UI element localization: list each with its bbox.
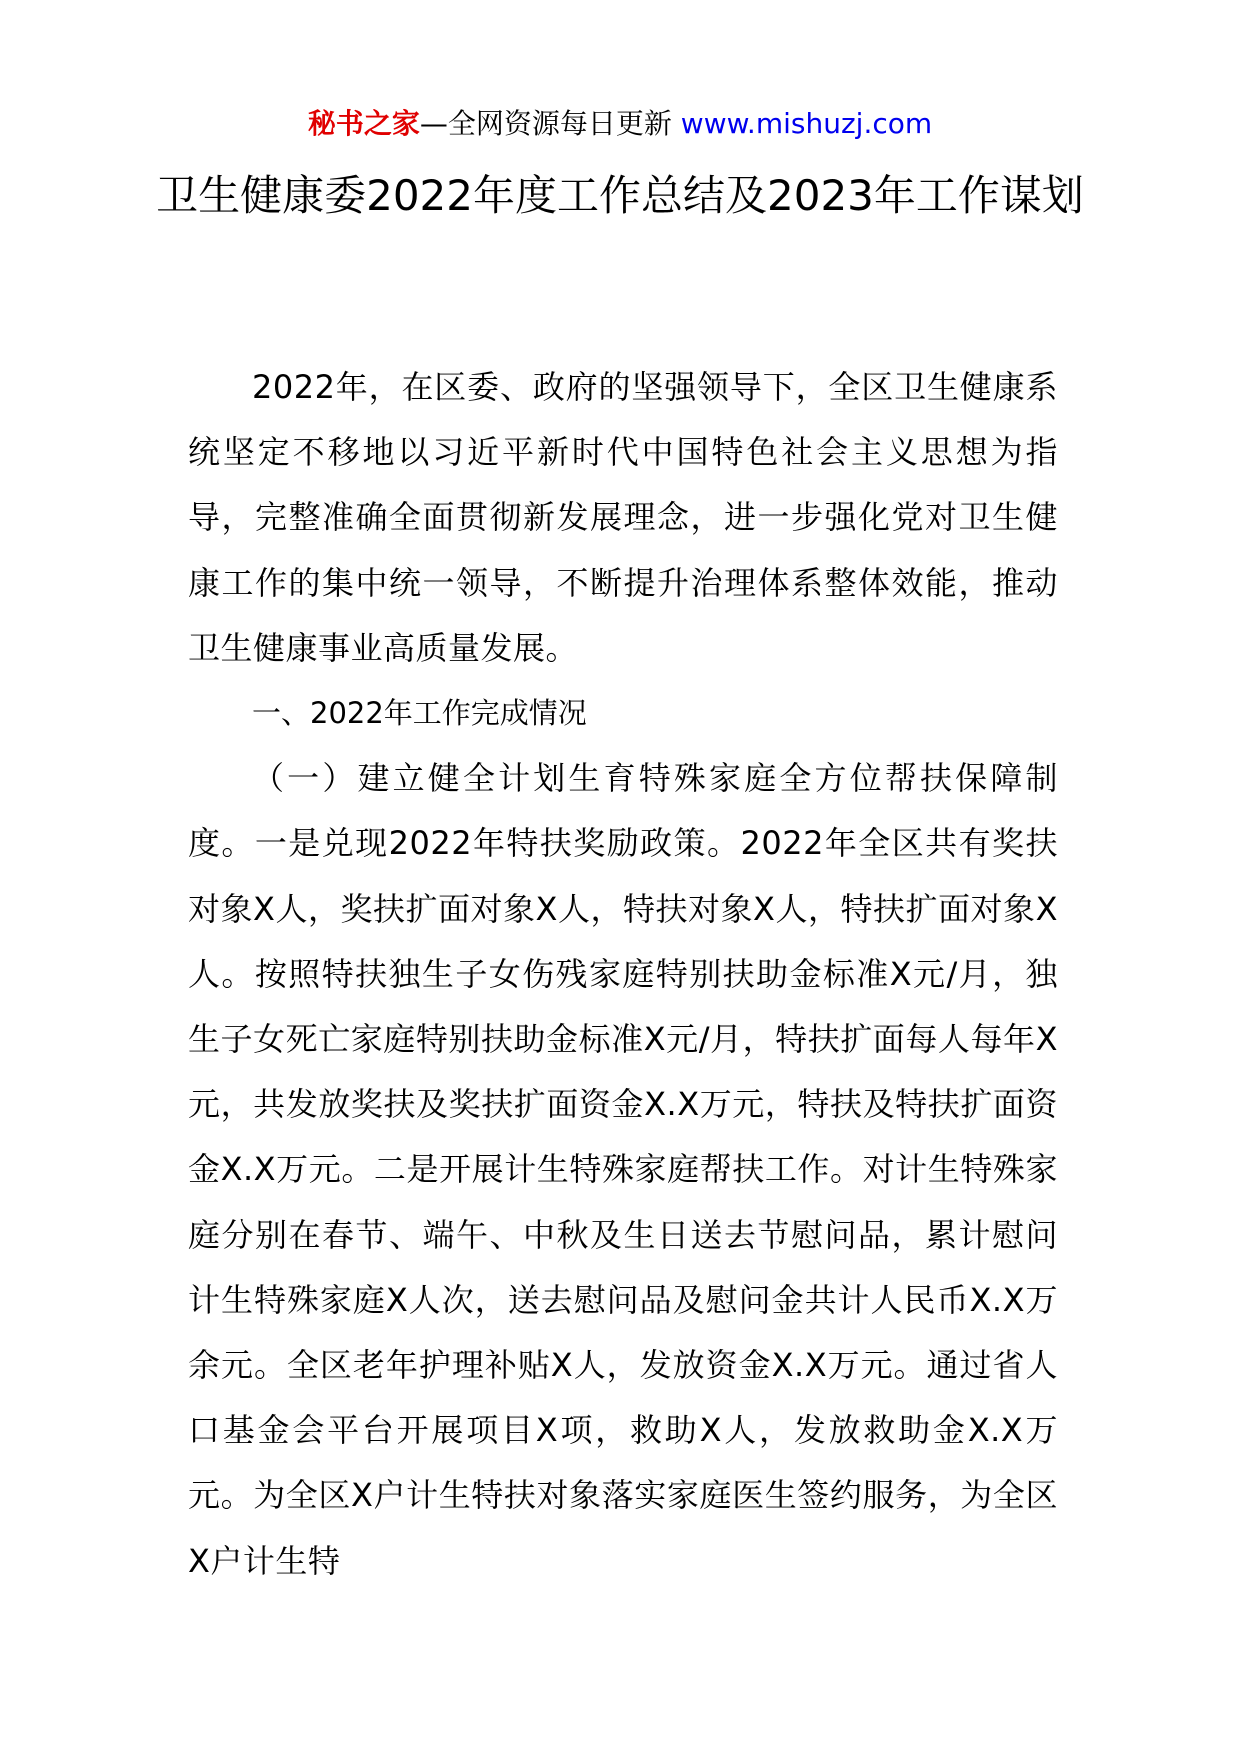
body-paragraph: （一）建立健全计划生育特殊家庭全方位帮扶保障制度。一是兑现2022年特扶奖励政策。2022年全区共有奖扶对象X人，奖扶扩面对象X人，特扶对象X人，特扶扩面对象X人。按照特扶独生子女伤残家庭特别扶助金标准X元/月，独生子女死亡家庭特别扶助金标准X元/月，特扶扩面每人每年X元，共发放奖扶及奖扶扩面资金X.X万元，特扶及特扶扩面资金X.X万元。二是开展计生特殊家庭帮扶工作。对计生特殊家庭分别在春节、端午、中秋及生日送去节慰问品，累计慰问计生特殊家庭X人次，送去慰问品及慰问金共计人民币X.X万余元。全区老年护理补贴X人，发放资金X.X万元。通过省人口基金会平台开展项目X项，救助X人，发放救助金X.X万元。为全区X户计生特扶对象落实家庭医生签约服务，为全区X户计生特 bbox=[188, 759, 1058, 1580]
section-heading: 一、2022年工作完成情况 bbox=[252, 696, 587, 731]
intro-paragraph: 2022年，在区委、政府的坚强领导下，全区卫生健康系统坚定不移地以习近平新时代中国特色社会主义思想为指导，完整准确全面贯彻新发展理念，进一步强化党对卫生健康工作的集中统一领导，不断提升治理体系整体效能，推动卫生健康事业高质量发展。 bbox=[188, 368, 1058, 667]
site-brand: 秘书之家 bbox=[307, 107, 420, 140]
document-title: 卫生健康委2022年度工作总结及2023年工作谋划 bbox=[156, 171, 1084, 220]
site-header bbox=[0, 104, 1240, 144]
site-url-link[interactable]: www.mishuzj.com bbox=[680, 107, 933, 140]
site-tagline: —全网资源每日更新 bbox=[419, 107, 672, 140]
document-body bbox=[188, 355, 1058, 1594]
